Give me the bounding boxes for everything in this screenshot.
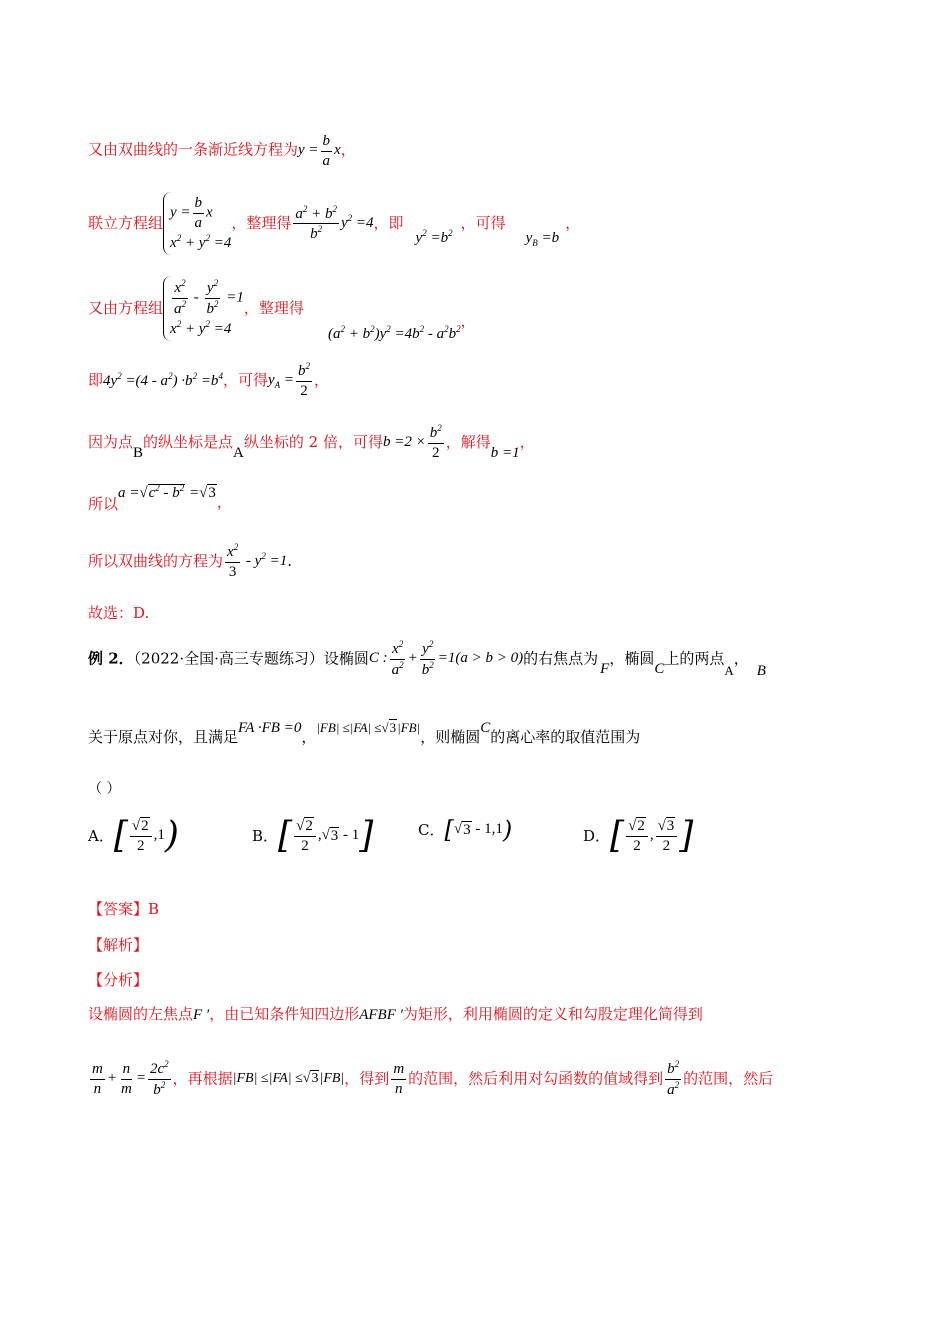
solution-text: ，可得 — [460, 214, 506, 233]
choice-paren: （ ） — [88, 781, 121, 797]
answer-label: 【答案】B — [88, 900, 160, 918]
fenxi-text: 的范围，然后 — [683, 1069, 774, 1088]
fenxi-text: ，再根据 — [172, 1069, 233, 1088]
example2-line-1: 例 2．（2022·全国·高三专题练习）设椭圆C : $\frac{x^2}{a^2}$ + $\frac{y^2}{b^2}$ =1(a > b > 0)的右焦点为F，椭圆C上的两点A，B — [88, 639, 766, 679]
math-inequality-2: |FB| ≤|FA| ≤√3|FB| — [232, 1071, 345, 1086]
solution-text: ，解得 — [445, 433, 491, 451]
analysis-label: 【解析】 — [88, 936, 149, 954]
math-hyperbola: $\frac{x^2}{3}$ - $y^2 =1$ — [227, 542, 288, 580]
solution-text: 的纵坐标是点 — [143, 433, 234, 451]
solution-text: ，整理得 — [243, 299, 304, 318]
option-c[interactable] — [418, 818, 512, 842]
fenxi-text: ，由已知条件知四边形 — [209, 1005, 360, 1023]
solution-text: 纵坐标的 2 倍，可得 — [243, 433, 383, 451]
solution-text: ，即 — [373, 214, 404, 233]
fenxi-text: 的范围，然后利用对勾函数的值域得到 — [408, 1069, 664, 1088]
fenxi-label: 【分析】 — [88, 971, 149, 989]
math-yb: $y_B =b$ — [525, 229, 560, 248]
solution-text: 所以双曲线的方程为 — [88, 552, 224, 570]
example-source: （2022·全国·高三专题练习）设椭圆 — [133, 649, 369, 668]
math-option-b: [ $\frac{√2}{2}$ ,√3 - 1] — [278, 815, 374, 856]
example-text: 的右焦点为 — [523, 649, 599, 668]
solution-line-2: 联立方程组 y = $\frac{b}{a}$ x $x^2 + y^2 =4$ ，整理得 $\frac{a^2 + b^2}{b^2}$ $y^2 =4$，即$y^2 =b^2$，可得$y_B =b$， — [88, 192, 580, 255]
fenxi-text: ，得到 — [344, 1069, 390, 1088]
math-simplified: $\frac{a^2 + b^2}{b^2}$ $y^2 =4$ — [295, 203, 374, 243]
solution-line-4: 即$4y^2 =(4 - a^2) \cdot b^2 =b^4$，可得$y_A$ = $\frac{b^2}{2}$ ， — [88, 361, 330, 399]
math-b-equation: b =2 × $\frac{b^2}{2}$ — [382, 423, 442, 461]
option-b[interactable] — [252, 815, 374, 856]
solution-line-5: 因为点B的纵坐标是点A纵坐标的 2 倍，可得b =2 × $\frac{b^2}{2}$ ，解得b =1， — [88, 423, 535, 461]
math-option-c: [√3 - 1,1) — [444, 816, 513, 844]
solution-text: ，整理得 — [231, 214, 292, 233]
example-text: 关于原点对你，且满足 — [88, 728, 239, 746]
fenxi-line-1: 设椭圆的左焦点F ′，由已知条件知四边形AFBF ′为矩形，利用椭圆的定义和勾股定理化简得到 — [88, 1005, 703, 1023]
solution-text: 即 — [88, 371, 104, 389]
fenxi-line-2: $\frac{m}{n}$ + $\frac{n}{m}$ = $\frac{2c^2}{b^2}$ ，再根据|FB| ≤|FA| ≤√3|FB|，得到 $\frac{m}{n}$ 的范围，然后利用对勾函数的值域得到 $\frac{b^2}{a^2}$ 的范围，然后 — [88, 1060, 773, 1098]
math-dot-product: FA ·FB =0 — [238, 720, 302, 736]
example-text: 上的两点 — [664, 649, 725, 668]
fenxi-text: 为矩形，利用椭圆的定义和勾股定理化简得到 — [402, 1005, 703, 1023]
solution-line-3 — [88, 276, 304, 341]
example2-line-2: 关于原点对你，且满足FA ·FB =0，|FB| ≤|FA| ≤√3|FB|，则椭圆C的离心率的取值范围为 — [88, 720, 641, 746]
math-ya: $y_A$ = $\frac{b^2}{2}$ — [267, 361, 310, 399]
solution-line-8: 故选：D. — [88, 604, 150, 622]
math-system-2: $\frac{x^2}{a^2}$ - $\frac{y^2}{b^2}$ =1 $x^2 + y^2 =4$ — [163, 276, 244, 341]
solution-line-1: 又由双曲线的一条渐近线方程为y = $\frac{b}{a}$ x， — [88, 133, 356, 169]
option-label: B． — [252, 826, 279, 845]
solution-text: 因为点 — [88, 433, 134, 451]
solution-line-7: 所以双曲线的方程为 $\frac{x^2}{3}$ - $y^2 =1$. — [88, 542, 292, 580]
option-label: C． — [418, 820, 445, 839]
math-a-value: $a =√c^2 - b^2 =√3$ — [118, 483, 216, 501]
fenxi-text: 设椭圆的左焦点 — [88, 1005, 194, 1023]
option-label: D． — [583, 826, 611, 845]
math-option-d: [ $\frac{√2}{2}$ , $\frac{√3}{2}$ ] — [610, 815, 694, 856]
math-inequality: |FB| ≤|FA| ≤√3|FB| — [316, 720, 421, 735]
math-b-value: b =1 — [490, 444, 520, 461]
math-ellipse: C : $\frac{x^2}{a^2}$ + $\frac{y^2}{b^2}$ =1(a > b > 0) — [368, 639, 524, 678]
solution-text: 联立方程组 — [88, 214, 164, 233]
solution-text: 所以 — [88, 495, 119, 513]
solution-text: 又由方程组 — [88, 299, 164, 318]
example-text: ，则椭圆 — [420, 728, 481, 746]
example-text: 的离心率的取值范围为 — [490, 728, 641, 746]
option-d[interactable] — [583, 815, 694, 856]
math-y-squared: $y^2 =b^2$ — [415, 227, 453, 246]
math-option-a: [ $\frac{√2}{2}$ ,1) — [113, 815, 179, 856]
math-asymptote: y = $\frac{b}{a}$ x — [298, 133, 341, 169]
solution-text: ，可得 — [222, 371, 268, 389]
option-label: A． — [88, 826, 114, 845]
math-system-1: y = $\frac{b}{a}$ x $x^2 + y^2 =4$ — [163, 192, 231, 255]
solution-line-6: 所以$a =√c^2 - b^2 =√3$， — [88, 483, 232, 513]
example-label: 例 2． — [88, 649, 134, 668]
example-text: ，椭圆 — [609, 649, 655, 668]
math-mn-relation: $\frac{m}{n}$ + $\frac{n}{m}$ = $\frac{2c^2}{b^2}$ — [92, 1059, 169, 1098]
math-equation-4: $4y^2 =(4 - a^2) \cdot b^2 =b^4$ — [103, 371, 223, 389]
solution-text: 又由双曲线的一条渐近线方程为 — [88, 140, 299, 159]
math-equation-3: $(a^2 + b^2)y^2 =4b^2 - a^2b^2$， — [328, 314, 476, 342]
option-a[interactable] — [88, 815, 179, 856]
